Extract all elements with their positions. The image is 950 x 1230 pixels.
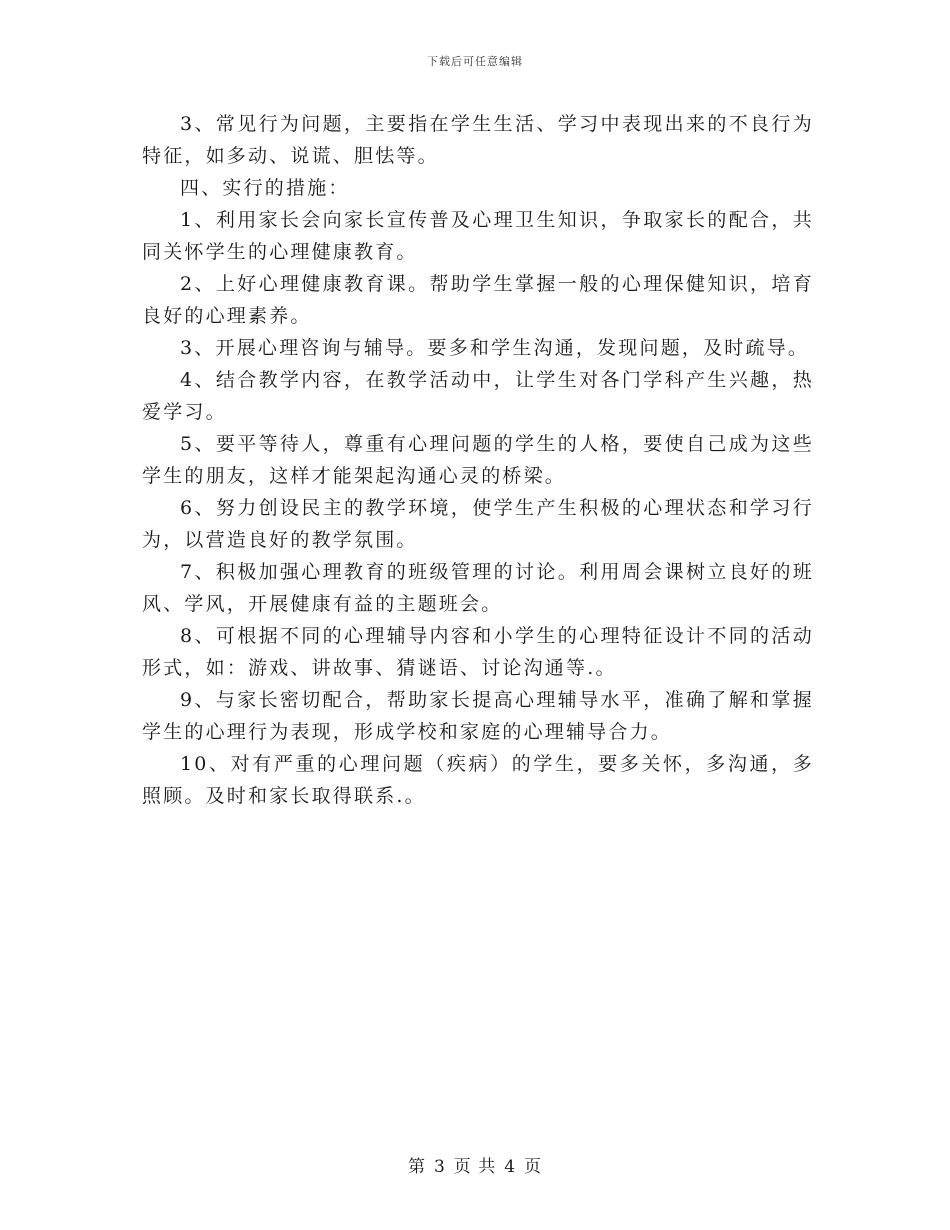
footer-middle: 页 共 [453,1157,497,1177]
paragraph-measure-7: 7、积极加强心理教育的班级管理的讨论。利用周会课树立良好的班风、学风，开展健康有益的主题班会。 [142,561,814,615]
paragraph-measure-9: 9、与家长密切配合，帮助家长提高心理辅导水平，准确了解和掌握学生的心理行为表现，形成学校和家庭的心理辅导合力。 [142,689,814,743]
paragraph-1: 3、常见行为问题，主要指在学生生活、学习中表现出来的不良行为特征，如多动、说谎、胆怯等。 [142,113,814,167]
header-note: 下载后可任意编辑 [427,55,523,68]
footer-suffix: 页 [524,1157,543,1177]
paragraph-measure-4: 4、结合教学内容，在教学活动中，让学生对各门学科产生兴趣，热爱学习。 [142,369,814,423]
paragraph-measure-6: 6、努力创设民主的教学环境，使学生产生积极的心理状态和学习行为，以营造良好的教学氛围。 [142,497,814,551]
paragraph-measure-5: 5、要平等待人，尊重有心理问题的学生的人格，要使自己成为这些学生的朋友，这样才能架起沟通心灵的桥梁。 [142,433,814,487]
paragraph-measure-2: 2、上好心理健康教育课。帮助学生掌握一般的心理保健知识，培育良好的心理素养。 [142,273,814,327]
paragraph-measure-10: 10、对有严重的心理问题（疾病）的学生，要多关怀，多沟通，多照顾。及时和家长取得联系.。 [142,753,814,807]
paragraph-measure-8: 8、可根据不同的心理辅导内容和小学生的心理特征设计不同的活动形式，如：游戏、讲故事、猜谜语、讨论沟通等.。 [142,625,814,679]
page-footer [0,1152,950,1177]
footer-total-pages: 4 [504,1157,517,1177]
document-body [142,108,814,812]
paragraph-measure-1: 1、利用家长会向家长宣传普及心理卫生知识，争取家长的配合，共同关怀学生的心理健康教育。 [142,209,814,263]
footer-prefix: 第 [407,1157,426,1177]
section-heading: 四、实行的措施： [180,177,350,199]
paragraph-measure-3: 3、开展心理咨询与辅导。要多和学生沟通，发现问题，及时疏导。 [180,337,810,359]
footer-current-page: 3 [433,1157,446,1177]
